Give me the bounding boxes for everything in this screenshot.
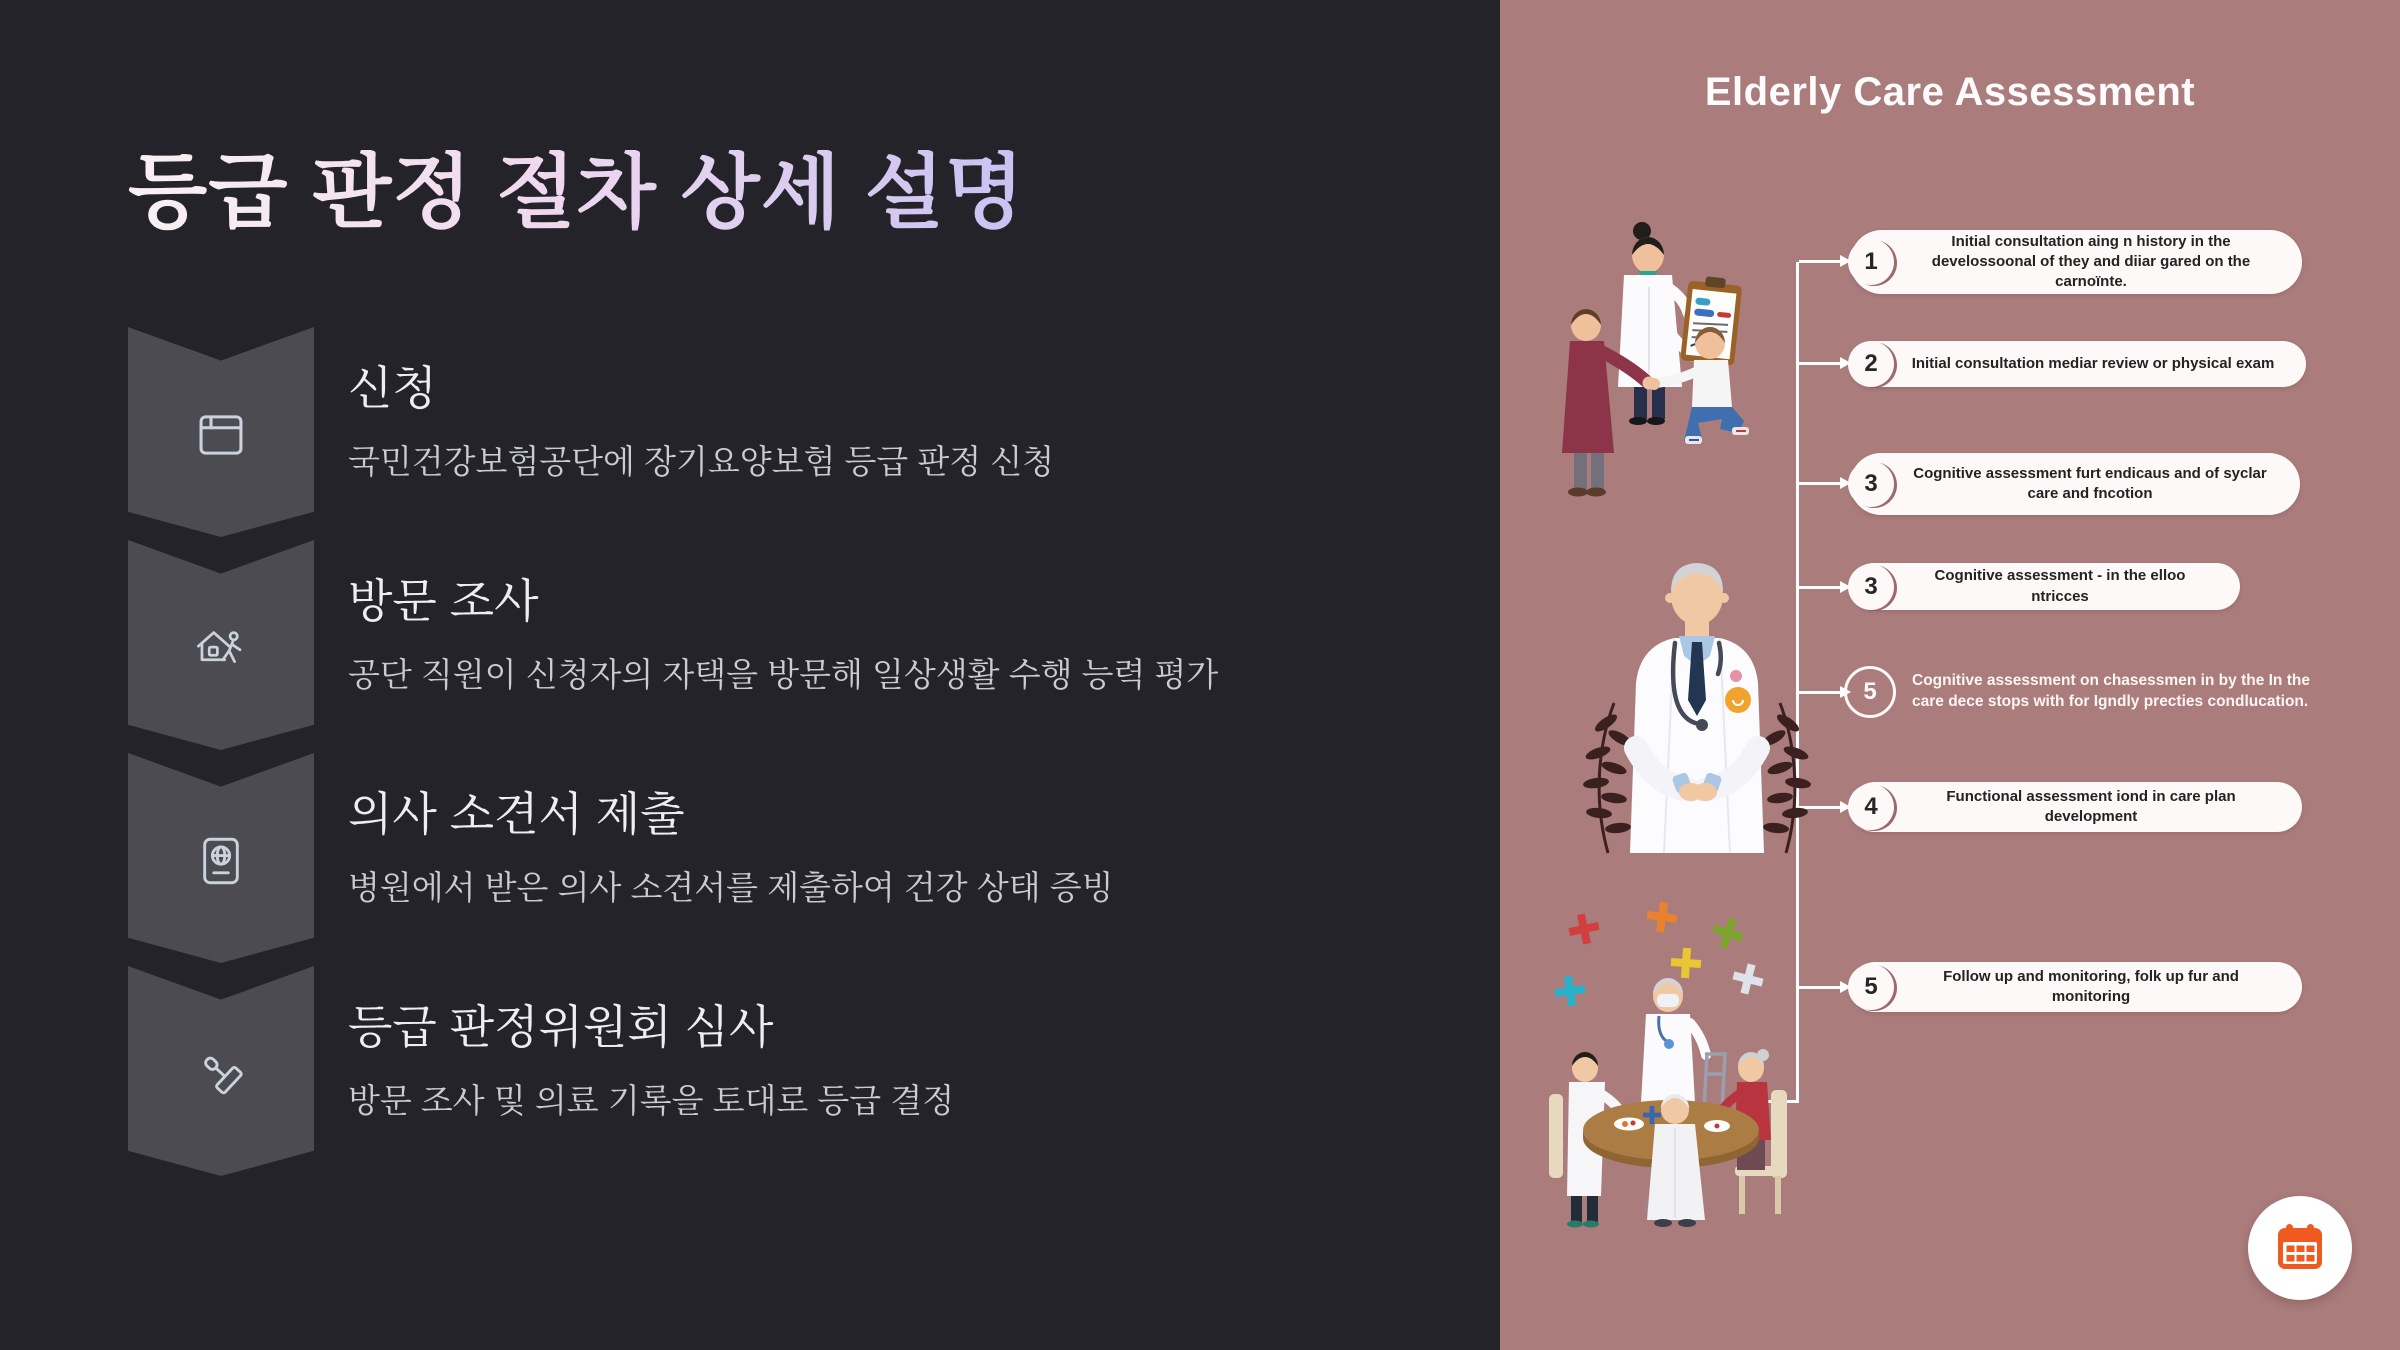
gavel-icon	[192, 1045, 250, 1103]
assessment-item-4	[1850, 563, 2240, 610]
assessment-label: Initial consultation aing n history in the develossoonal of they and diiar gared on the carnoïnte.	[1931, 232, 2251, 291]
illustration-consultation-scene	[1528, 215, 1793, 520]
step-row-doctor-report	[128, 753, 1218, 966]
assessment-item-5	[1850, 663, 2320, 721]
step-text	[348, 327, 1054, 481]
step-number-badge: 5	[1844, 666, 1896, 718]
step-row-home-visit	[128, 540, 1218, 753]
assessment-label: Functional assessment iond in care plan development	[1946, 787, 2236, 825]
step-number-badge: 2	[1848, 341, 1894, 387]
step-title: 등급 판정위원회 심사	[348, 1001, 774, 1053]
assessment-item-3	[1850, 453, 2300, 515]
illustration-care-team-table	[1525, 898, 1825, 1233]
step-text	[348, 540, 1218, 694]
step-description: 병원에서 받은 의사 소견서를 제출하여 건강 상태 증빙	[348, 868, 1114, 906]
assessment-label: Cognitive assessment furt endicaus and of syclar care and fncotion	[1913, 464, 2267, 502]
step-number-badge: 3	[1848, 564, 1894, 610]
step-number-badge: 3	[1848, 461, 1894, 507]
calendar-button[interactable]	[2248, 1196, 2352, 1300]
step-number-badge: 4	[1848, 784, 1894, 830]
step-description: 방문 조사 및 의료 기록을 토대로 등급 결정	[348, 1081, 955, 1119]
step-chevron-banner	[128, 753, 314, 963]
right-panel	[1500, 0, 2400, 1350]
step-description: 공단 직원이 신청자의 자택을 방문해 일상생활 수행 능력 평가	[348, 655, 1219, 693]
browser-window-icon	[192, 406, 250, 464]
step-text	[348, 753, 1114, 907]
calendar-icon	[2270, 1218, 2330, 1278]
steps-list	[128, 327, 1218, 1179]
step-number-badge: 5	[1848, 964, 1894, 1010]
assessment-label: Cognitive assessment on chasessmen in by the In the care dece stops with for Igndly precties condlucation.	[1912, 672, 2310, 710]
home-visit-icon	[192, 619, 250, 677]
assessment-item-7	[1850, 962, 2302, 1012]
step-title: 신청	[348, 362, 437, 414]
assessment-label: Initial consultation mediar review or physical exam	[1911, 354, 2275, 372]
step-chevron-banner	[128, 327, 314, 537]
connector-arrow	[1799, 482, 1841, 485]
step-row-committee-review	[128, 966, 1218, 1179]
page-title: 등급 판정 절차 상세 설명	[128, 147, 1026, 238]
assessment-item-6	[1850, 782, 2302, 832]
assessment-item-2	[1850, 341, 2306, 387]
step-title: 의사 소견서 제출	[348, 788, 685, 840]
infographic-title: Elderly Care Assessment	[1704, 70, 2196, 114]
step-chevron-banner	[128, 966, 314, 1176]
connector-arrow	[1799, 260, 1841, 263]
step-description: 국민건강보험공단에 장기요양보험 등급 판정 신청	[348, 442, 1055, 480]
passport-icon	[192, 832, 250, 890]
step-text	[348, 966, 954, 1120]
illustration-senior-doctor	[1552, 548, 1842, 883]
step-chevron-banner	[128, 540, 314, 750]
assessment-label: Follow up and monitoring, folk up fur and monitoring	[1943, 967, 2239, 1005]
connector-arrow	[1799, 362, 1841, 365]
step-number-badge: 1	[1848, 239, 1894, 285]
step-title: 방문 조사	[348, 575, 539, 627]
assessment-item-1	[1850, 230, 2302, 294]
step-row-apply	[128, 327, 1218, 540]
assessment-label: Cognitive assessment - in the elloo ntricces	[1934, 567, 2186, 605]
